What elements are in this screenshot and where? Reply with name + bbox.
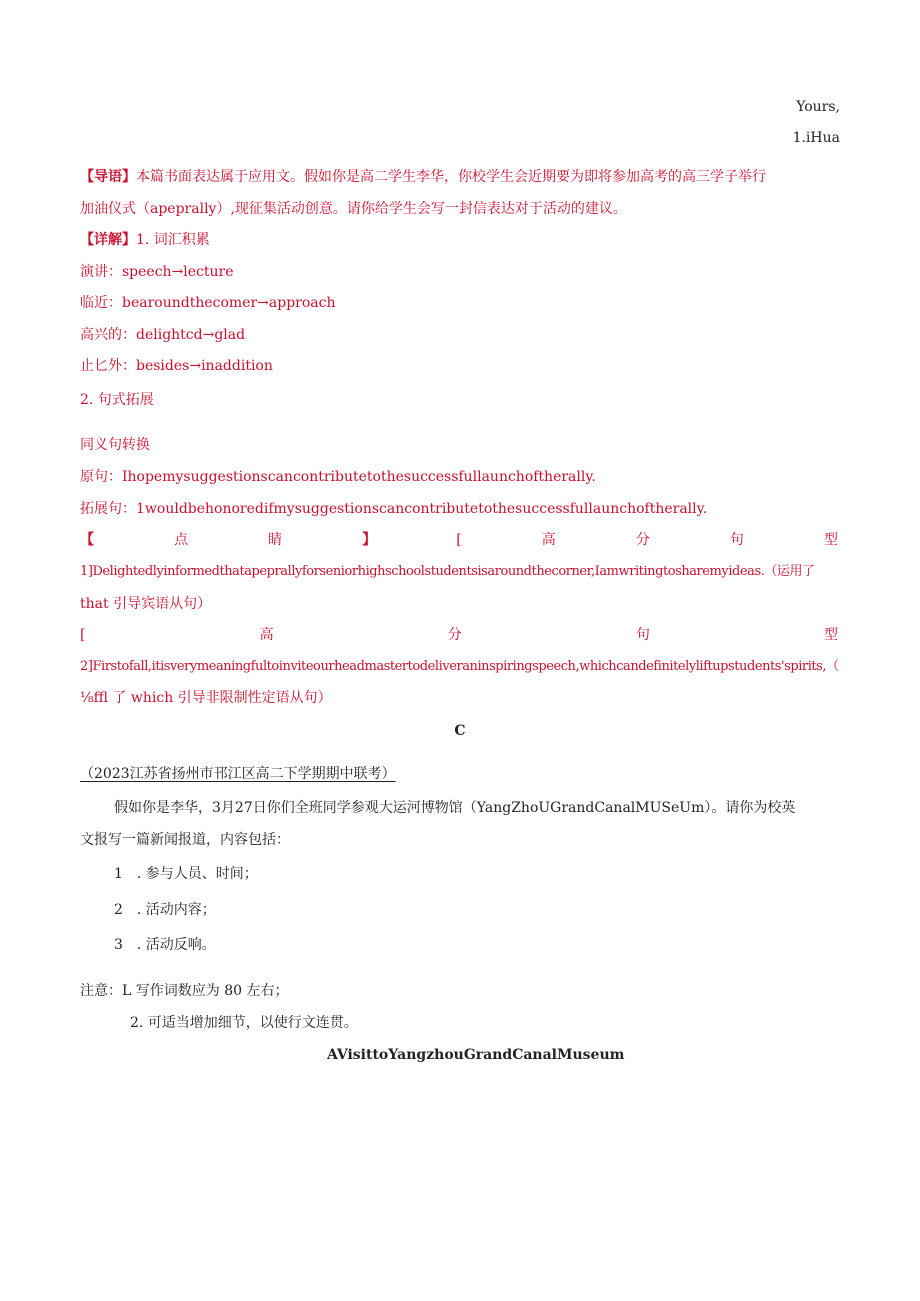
vocab-item: 演讲：speech→lecture xyxy=(80,264,234,280)
expanded-sentence: 拓展句：1wouldbehonoredifmysuggestionscancontributetothesuccessfullaunchoftherally. xyxy=(80,501,708,517)
vocab-item: 止匕外：besides→inaddition xyxy=(80,358,273,374)
detail-tag: 【详解】 xyxy=(80,232,136,248)
intro-line-2: 加油仪式（apeprally）,现征集活动创意。请你给学生会写一封信表达对于活动的建议。 xyxy=(80,201,627,217)
note-line-2: 2. 可适当增加细节，以使行文连贯。 xyxy=(130,1015,358,1031)
highlight-char: 睛 xyxy=(268,532,283,548)
highlight-sentence-1: 1]Delightedlyinformedthatapeprallyforseniorhighschoolstudentsisaroundthecorner,Iamwritingtosharemyideas.（运用了 xyxy=(80,564,815,579)
detail-heading: 1. 词汇积累 xyxy=(136,232,210,248)
intro-line-1 xyxy=(80,167,766,187)
bracket-close: 】 xyxy=(362,532,377,548)
highlight-sentence-2: 2]Firstofall,itisverymeaningfultoinviteourheadmastertodeliveraninspiringspeech,whichcandefinitelyliftupstudents'spirits,（ xyxy=(80,659,839,674)
vocab-item: 高兴的：delightcd→glad xyxy=(80,327,246,343)
highlight-char: 型 xyxy=(823,532,838,548)
highlight-char: [ xyxy=(456,532,462,548)
highlight-char: 高 xyxy=(541,532,556,548)
highlight-note-1: that 引导宾语从句） xyxy=(80,596,212,612)
bracket-open: 【 xyxy=(80,532,94,548)
highlight-char: 句 xyxy=(729,532,744,548)
note-line-1: 注意：L 写作词数应为 80 左右； xyxy=(80,983,289,999)
intro-tag: 【导语】 xyxy=(80,169,136,185)
highlight-note-2: ⅛ffl 了 which 引导非限制性定语从句） xyxy=(80,690,332,706)
highlight-row-2 xyxy=(80,625,838,645)
task-point: 1 . 参与人员、时间； xyxy=(114,866,258,882)
sentence-heading: 2. 句式拓展 xyxy=(80,392,154,408)
detail-heading-row xyxy=(80,230,210,250)
task-line-1: 假如你是李华，3月27日你们全班同学参观大运河博物馆（YangZhoUGrandCanalMUSeUm）。请你为校英 xyxy=(114,800,796,816)
highlight-char: 高 xyxy=(259,627,274,643)
highlight-char: 分 xyxy=(635,532,650,548)
highlight-row-1 xyxy=(80,530,838,550)
task-point: 2 . 活动内容； xyxy=(114,902,216,918)
highlight-char: 点 xyxy=(174,532,189,548)
highlight-char: 型 xyxy=(823,627,838,643)
task-point: 3 . 活动反响。 xyxy=(114,937,216,953)
vocab-item: 临近：bearoundthecomer→approach xyxy=(80,295,336,311)
highlight-char: 句 xyxy=(635,627,650,643)
section-letter: C xyxy=(454,723,466,739)
exam-source: （2023江苏省扬州市邗江区高二下学期期中联考） xyxy=(80,766,396,782)
task-line-2: 文报写一篇新闻报道，内容包括： xyxy=(80,832,290,848)
essay-title: AVisittoYangzhouGrandCanalMuseum xyxy=(327,1047,625,1063)
closing-name: 1.iHua xyxy=(792,130,840,146)
synonym-heading: 同义句转换 xyxy=(80,437,150,453)
highlight-char: 分 xyxy=(447,627,462,643)
closing-yours: Yours, xyxy=(796,99,840,115)
intro-text-1: 本篇书面表达属于应用文。假如你是高二学生李华，你校学生会近期要为即将参加高考的高三学子举行 xyxy=(136,169,766,185)
highlight-char: [ xyxy=(80,627,86,643)
original-sentence: 原句：Ihopemysuggestionscancontributetothesuccessfullaunchoftherally. xyxy=(80,469,596,485)
